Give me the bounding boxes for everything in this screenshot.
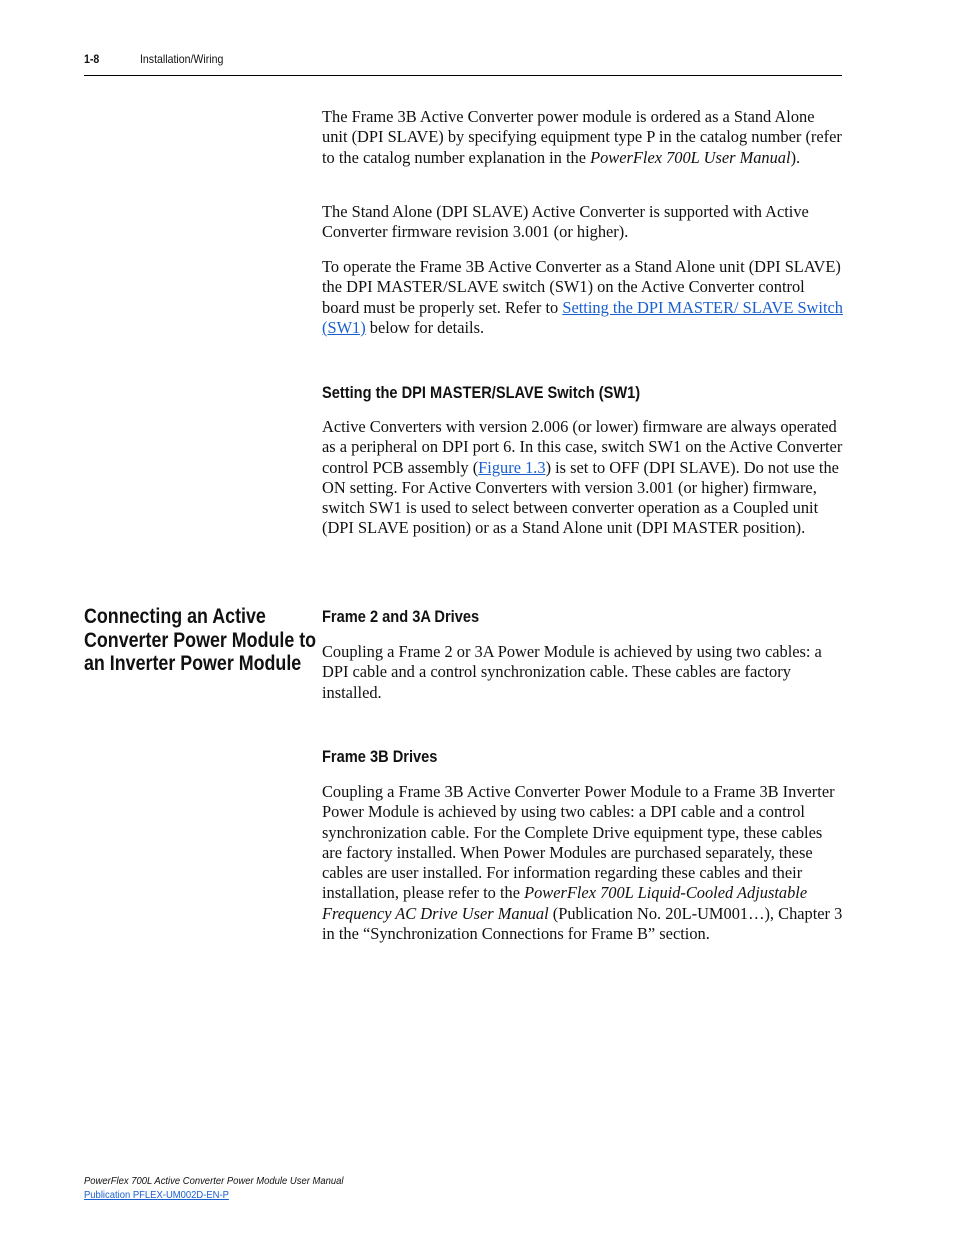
intro-paragraph-2: The Stand Alone (DPI SLAVE) Active Converter is supported with Active Converter firmware revision 3.001 (or higher). (322, 202, 809, 242)
user-manual-reference: PowerFlex 700L Liquid-Cooled Adjustable Frequency AC Drive User Manual (322, 883, 808, 923)
sw1-paragraph-text: Active Converters with version 2.006 (or lower) firmware are always operated as a peripheral on DPI port 6. In this case, switch SW1 on the Active Converter control PCB assembly ( (322, 417, 843, 477)
frame2-paragraph: Coupling a Frame 2 or 3A Power Module is achieved by using two cables: a DPI cable and a control synchronization cable. These cables are factory installed. (322, 642, 822, 702)
frame3b-section-heading: Frame 3B Drives (322, 747, 438, 766)
sw1-paragraph-end: ) is set to OFF (DPI SLAVE). Do not use the ON setting. For Active Converters with version 3.001 (or higher) firmware, switch SW1 is used to select between converter operation as a Coupled unit (DPI SLAVE position) or as a Stand Alone unit (DPI MASTER position). (322, 457, 839, 538)
footer-manual-title: PowerFlex 700L Active Converter Power Module User Manual (84, 1175, 344, 1187)
intro-paragraph-1-text: The Frame 3B Active Converter power module is ordered as a Stand Alone unit (DPI SLAVE) by specifying equipment type P in the catalog number (refer to the catalog number explanation in the (322, 107, 842, 167)
figure-1-3-link[interactable]: Figure 1.3 (478, 457, 546, 477)
intro-paragraph-3 (322, 257, 844, 338)
header-divider (84, 75, 842, 76)
manual-title-reference: PowerFlex 700L User Manual (590, 147, 791, 167)
side-section-heading (84, 605, 317, 676)
page-number: 1-8 (84, 52, 100, 66)
sw1-section-link[interactable]: Setting the DPI MASTER/ SLAVE Switch (SW1) (322, 297, 843, 337)
side-heading-line-2: Converter Power Module to (84, 628, 317, 652)
footer-publication-link[interactable]: Publication PFLEX-UM002D-EN-P (84, 1189, 229, 1201)
frame3b-paragraph-text: Coupling a Frame 3B Active Converter Power Module to a Frame 3B Inverter Power Module is achieved by using two cables: a DPI cable and a control synchronization cable. For the Complete Drive equipment type, these cables are factory installed. When Power Modules are purchased separately, these cables are user installed. For information regarding these cables and their installation, please refer to the (322, 782, 835, 903)
intro-paragraph-1 (322, 107, 844, 168)
intro-paragraph-3-text: To operate the Frame 3B Active Converter as a Stand Alone unit (DPI SLAVE) the DPI MASTER/SLAVE switch (SW1) on the Active Converter control board must be properly set. Refer to (322, 257, 841, 317)
running-header-section: Installation/Wiring (140, 52, 224, 66)
sw1-section-heading: Setting the DPI MASTER/SLAVE Switch (SW1) (322, 383, 641, 402)
intro-paragraph-3-end: below for details. (365, 317, 485, 337)
sw1-paragraph (322, 417, 844, 539)
frame2-section-heading: Frame 2 and 3A Drives (322, 607, 480, 626)
frame3b-paragraph (322, 782, 844, 944)
frame3b-paragraph-end: (Publication No. 20L-UM001…), Chapter 3 in the “Synchronization Connections for Frame B” section. (322, 903, 843, 944)
intro-paragraph-1-end: ). (790, 147, 801, 167)
side-heading-line-1: Connecting an Active (84, 605, 266, 628)
side-heading-line-3: an Inverter Power Module (84, 652, 302, 675)
